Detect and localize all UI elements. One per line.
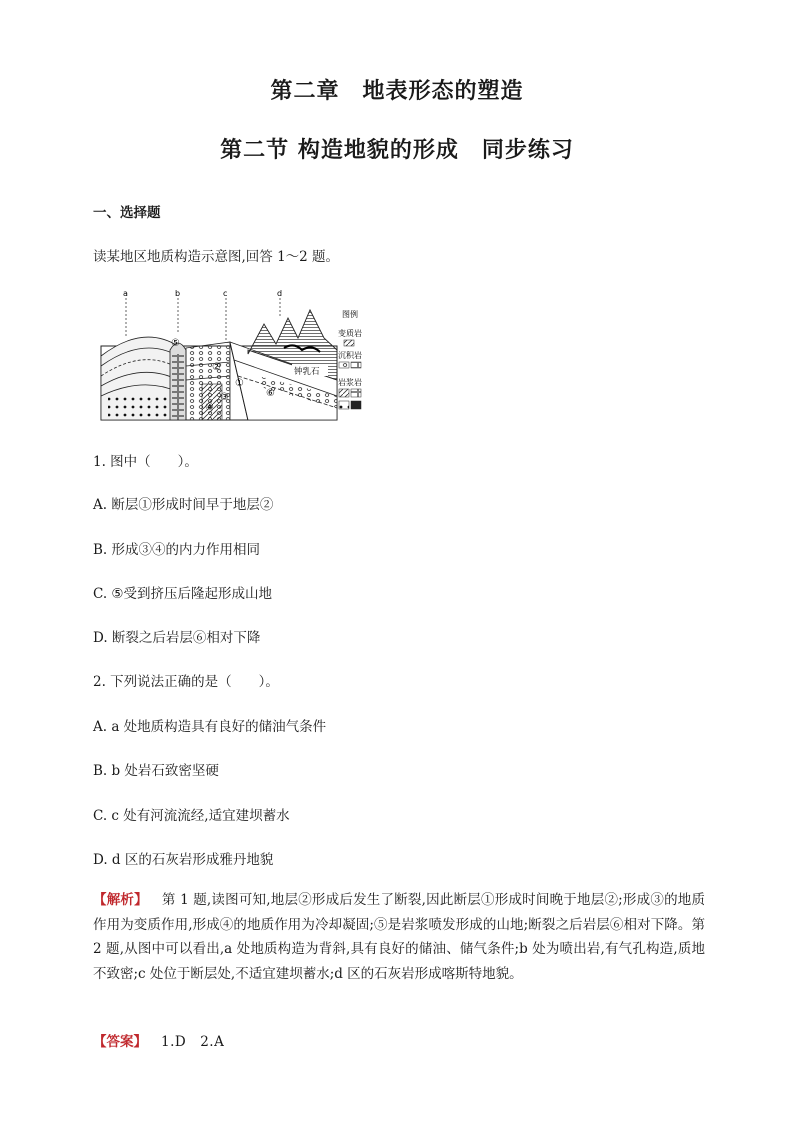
layer-3: ③	[220, 392, 229, 403]
legend-igneous: 岩浆岩	[338, 378, 362, 387]
analysis-label: 【解析】	[93, 892, 148, 908]
question-2-option-d[interactable]: D. d 区的石灰岩形成雅丹地貌	[93, 852, 274, 868]
question-2-option-b[interactable]: B. b 处岩石致密坚硬	[93, 763, 219, 779]
layer-1: ①	[235, 378, 244, 389]
label-c: c	[223, 289, 228, 298]
layer-6: ⑥	[266, 388, 275, 399]
chapter-title: 第二章 地表形态的塑造	[270, 78, 524, 104]
label-d: d	[277, 289, 283, 298]
layer-4: ④	[205, 402, 214, 413]
question-2-option-a[interactable]: A. a 处地质构造具有良好的储油气条件	[93, 719, 327, 735]
answer-label: 【答案】	[93, 1034, 147, 1050]
question-1-option-a[interactable]: A. 断层①形成时间早于地层②	[93, 497, 274, 513]
section-title: 第二节 构造地貌的形成 同步练习	[220, 137, 574, 163]
layer-2: ②	[212, 362, 221, 373]
question-1-option-d[interactable]: D. 断裂之后岩层⑥相对下降	[93, 630, 261, 646]
answer-text: 1.D 2.A	[161, 1034, 225, 1050]
layer-5: ⑤	[171, 338, 180, 349]
analysis-block	[93, 888, 705, 986]
legend-metamorphic: 变质岩	[338, 329, 362, 338]
label-b: b	[175, 289, 181, 298]
geology-figure	[98, 284, 370, 424]
stalactite-label: 钟乳石	[294, 367, 320, 377]
question-1-option-b[interactable]: B. 形成③④的内力作用相同	[93, 542, 261, 558]
legend-sedimentary: 沉积岩	[338, 351, 362, 360]
analysis-text: 第 1 题,读图可知,地层②形成后发生了断裂,因此断层①形成时间晚于地层②;形成③的地质作用为变质作用,形成④的地质作用为冷却凝固;⑤是岩浆喷发形成的山地;断裂之后岩层⑥相对下降。第 2 题,从图中可以看出,a 处地质构造为背斜,具有良好的储油、储气条件;b 处为喷出岩,有气孔构造,质地不致密;c 处位于断层处,不适宜建坝蓄水;d 区的石灰岩形成喀斯特地貌。	[93, 892, 706, 982]
answer-block	[93, 1030, 224, 1050]
question-2-option-c[interactable]: C. c 处有河流流经,适宜建坝蓄水	[93, 808, 290, 824]
question-1-option-c[interactable]: C. ⑤受到挤压后隆起形成山地	[93, 586, 273, 602]
label-a: a	[123, 289, 128, 298]
legend-title: 图例	[342, 310, 358, 319]
question-intro: 读某地区地质构造示意图,回答 1～2 题。	[93, 249, 340, 265]
question-1-stem: 1. 图中（ ）。	[93, 454, 198, 470]
question-2-stem: 2. 下列说法正确的是（ ）。	[93, 674, 279, 690]
part-heading: 一、选择题	[93, 205, 161, 221]
